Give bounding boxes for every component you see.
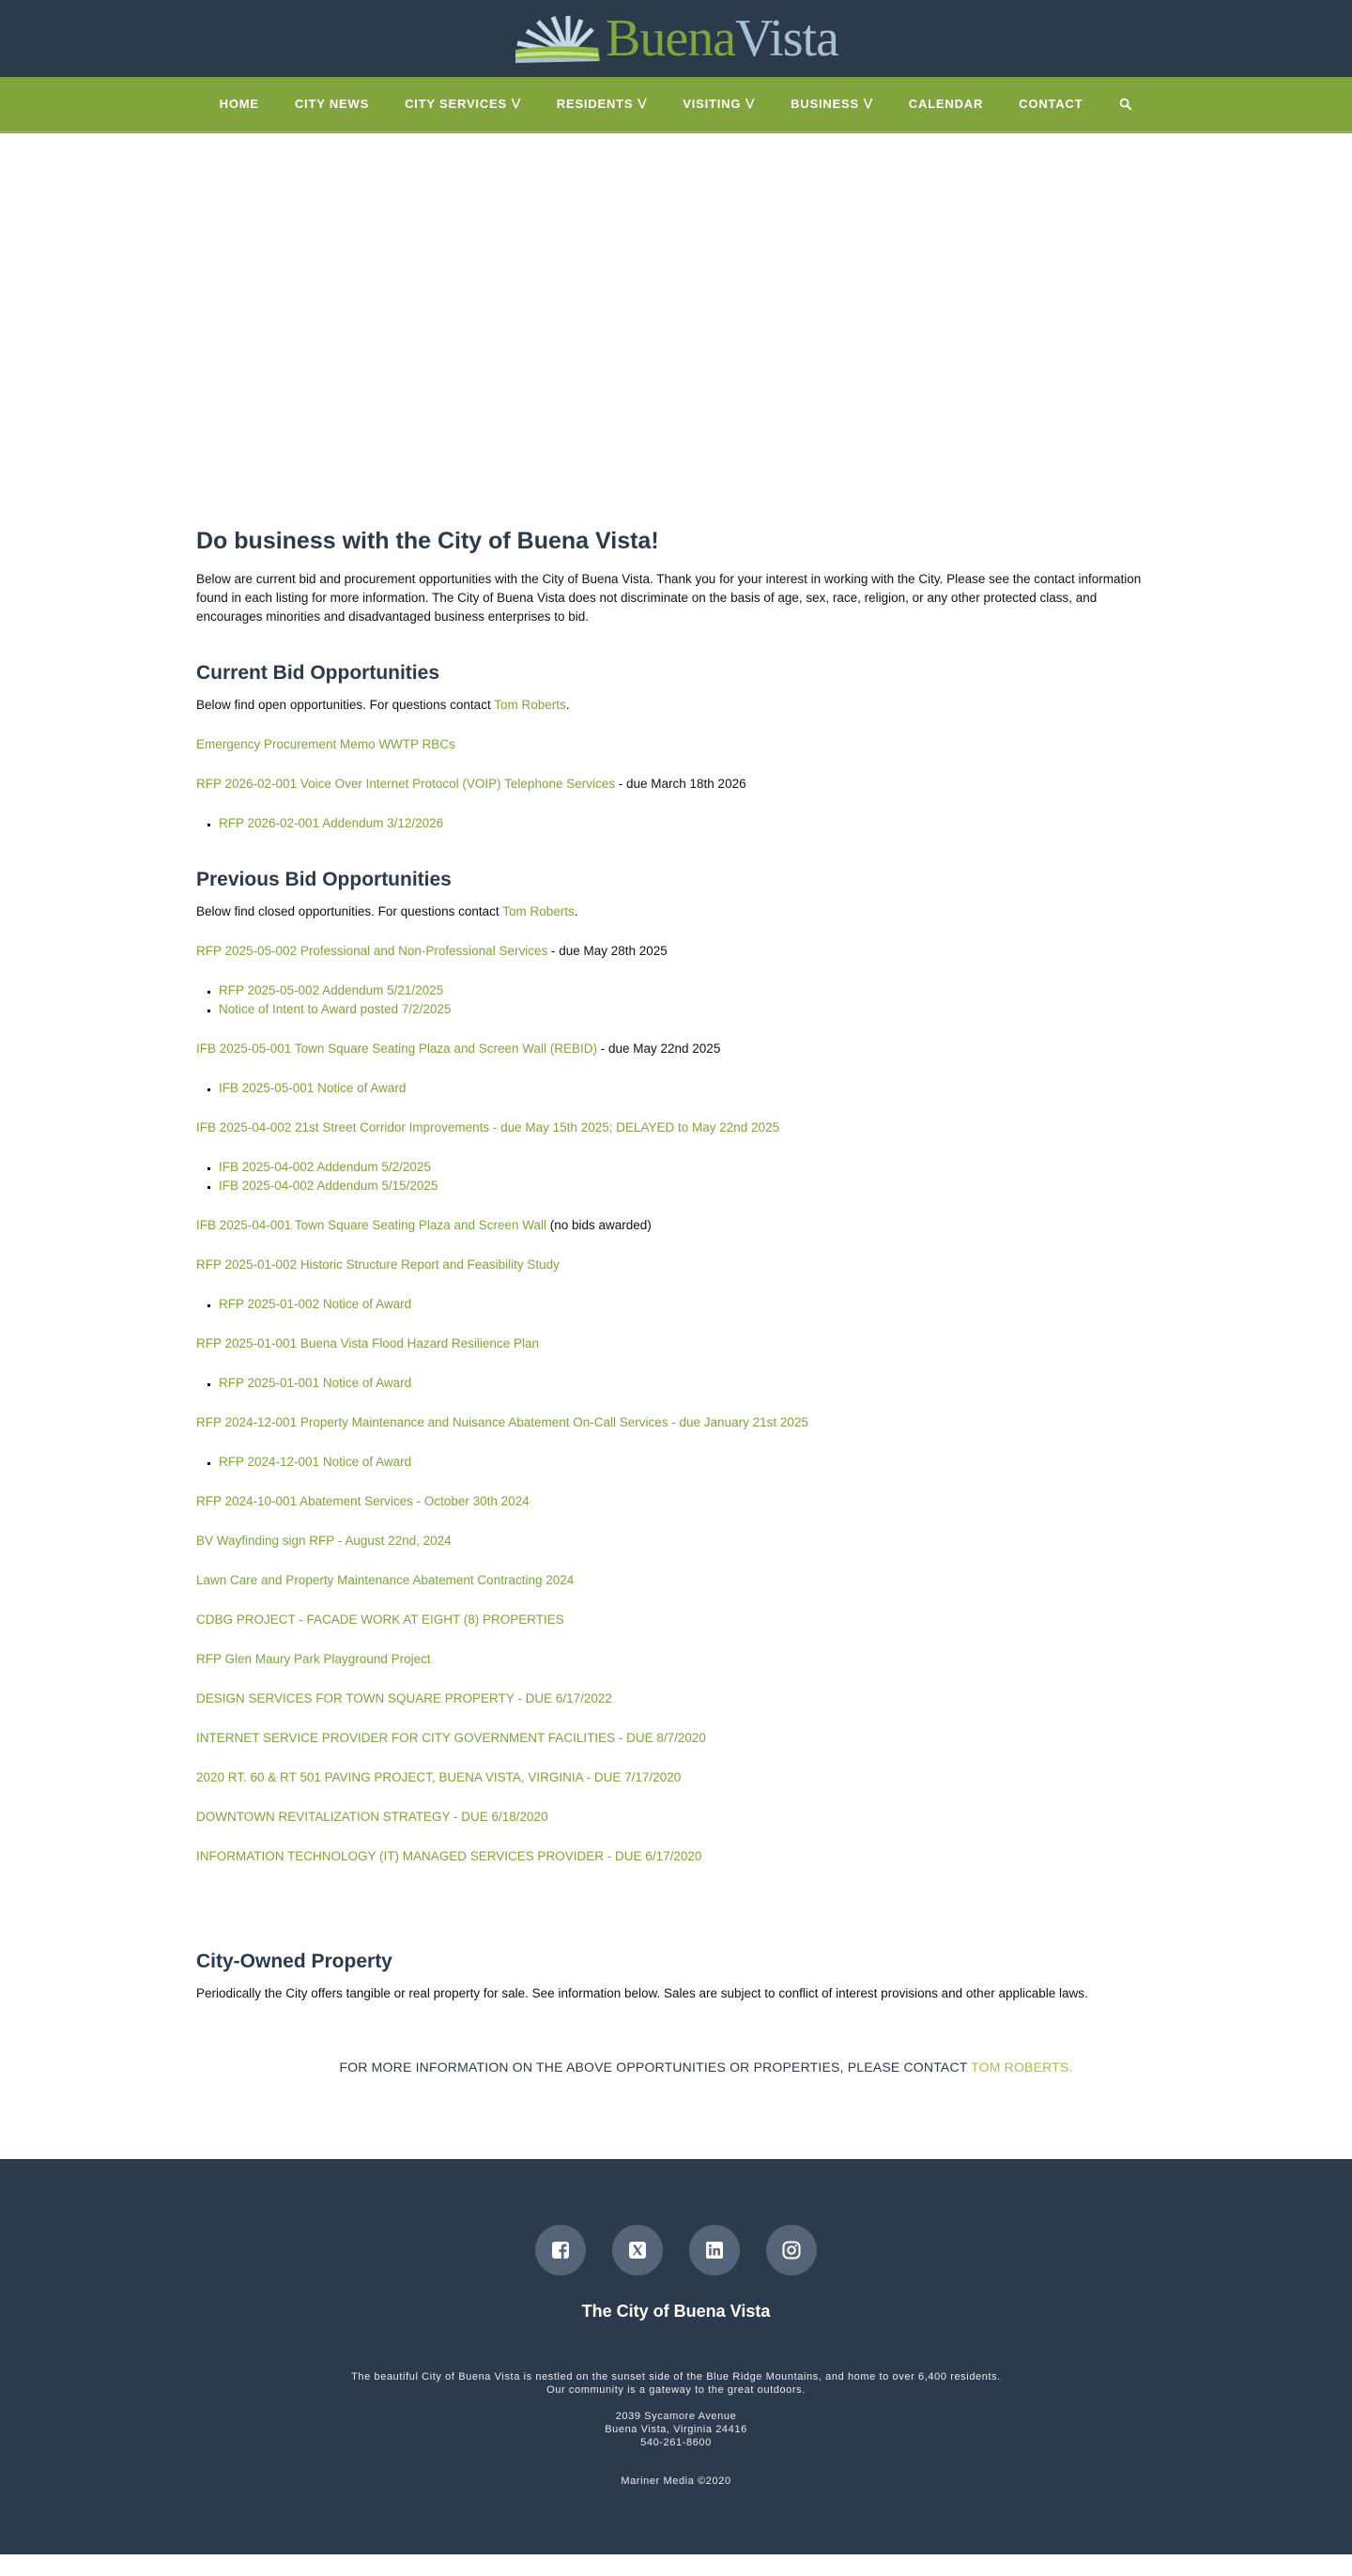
attachment-item: [219, 1295, 1160, 1314]
property-text: Periodically the City offers tangible or real property for sale. See information below. Sales are subject to conflict of interest provisions and other applicable laws.: [196, 1986, 1088, 2000]
site-footer: [0, 2159, 1352, 2554]
bid-item: [196, 1689, 1160, 1708]
bid-attachments: [196, 1295, 1160, 1314]
bid-link[interactable]: RFP 2025-01-001 Buena Vista Flood Hazard Resilience Plan: [196, 1336, 539, 1350]
attachment-item: [219, 1177, 1160, 1195]
chevron-down-icon: ⋁: [745, 98, 756, 109]
search-button[interactable]: [1100, 98, 1150, 110]
bid-link[interactable]: BV Wayfinding sign RFP - August 22nd, 2024: [196, 1534, 452, 1548]
nav-home[interactable]: HOME: [219, 97, 259, 111]
attachment-link[interactable]: RFP 2025-05-002 Addendum 5/21/2025: [219, 983, 444, 997]
attachment-item: [219, 1158, 1160, 1177]
bid-link[interactable]: CDBG PROJECT - FACADE WORK AT EIGHT (8) PROPERTIES: [196, 1612, 564, 1627]
footer-address: 2039 Sycamore Avenue Buena Vista, Virginia 24416 540-261-8600: [0, 2410, 1352, 2449]
instagram-button[interactable]: [766, 2225, 817, 2275]
bid-link[interactable]: RFP 2025-05-002 Professional and Non-Professional Services: [196, 944, 548, 958]
bid-link[interactable]: DOWNTOWN REVITALIZATION STRATEGY - DUE 6/18/2020: [196, 1810, 548, 1824]
contact-tom-roberts-link[interactable]: Tom Roberts: [502, 904, 575, 918]
attachment-link[interactable]: RFP 2025-01-002 Notice of Award: [219, 1297, 412, 1311]
attachment-link[interactable]: IFB 2025-05-001 Notice of Award: [219, 1081, 407, 1095]
bid-link[interactable]: RFP 2026-02-001 Voice Over Internet Protocol (VOIP) Telephone Services: [196, 777, 615, 791]
footer-title: The City of Buena Vista: [581, 2302, 771, 2321]
bid-item: [196, 1413, 1160, 1432]
bid-item: RFP 2026-02-001 Voice Over Internet Protocol (VOIP) Telephone Services - due March 18th 2026: [196, 777, 746, 791]
footer-phone: 540-261-8600: [640, 2437, 712, 2448]
attachment-item: [219, 1079, 1160, 1098]
main-content: [192, 528, 1160, 2075]
bid-attachments: [196, 814, 1160, 833]
bid-link[interactable]: RFP 2024-10-001 Abatement Services - October 30th 2024: [196, 1494, 530, 1508]
nav-visiting[interactable]: VISITING ⋁: [683, 97, 756, 111]
linkedin-button[interactable]: [689, 2225, 740, 2275]
bid-link[interactable]: Lawn Care and Property Maintenance Abatement Contracting 2024: [196, 1573, 575, 1587]
attachment-link[interactable]: RFP 2025-01-001 Notice of Award: [219, 1376, 412, 1390]
bid-item: [196, 1532, 1160, 1550]
bid-item: [196, 1650, 1160, 1669]
contact-cta-link[interactable]: TOM ROBERTS.: [971, 2059, 1073, 2075]
bid-item: IFB 2025-04-001 Town Square Seating Plaza and Screen Wall (no bids awarded): [196, 1218, 652, 1232]
bid-item: RFP 2025-05-002 Professional and Non-Professional Services - due May 28th 2025: [196, 944, 668, 958]
bid-link[interactable]: IFB 2025-05-001 Town Square Seating Plaza and Screen Wall (REBID): [196, 1041, 597, 1056]
site-header: [0, 0, 1352, 77]
bid-item: [196, 1571, 1160, 1590]
bid-item: [196, 1118, 1160, 1137]
intro-paragraph: Below are current bid and procurement opportunities with the City of Buena Vista. Thank you for your interest in working with the City. Please see the contact information found in each listing for more information. The City of Buena Vista does not discriminate on the basis of age, sex, race, religion, or any other protected class, and encourages minorities and disadvantaged business enterprises to bid.: [196, 572, 1142, 624]
attachment-link[interactable]: RFP 2024-12-001 Notice of Award: [219, 1455, 412, 1469]
nav-residents[interactable]: RESIDENTS ⋁: [556, 97, 648, 111]
bid-item: IFB 2025-05-001 Town Square Seating Plaza and Screen Wall (REBID) - due May 22nd 2025: [196, 1041, 721, 1056]
nav-contact[interactable]: CONTACT: [1019, 97, 1083, 111]
facebook-icon: [551, 2241, 570, 2260]
footer-description: The beautiful City of Buena Vista is nestled on the sunset side of the Blue Ridge Mountains, and home to over 6,400 residents. Our community is a gateway to the great outdoors.: [351, 2371, 1001, 2396]
attachment-item: [219, 1000, 1160, 1019]
site-logo[interactable]: [514, 6, 838, 71]
search-icon: [1119, 98, 1131, 110]
bid-item: [196, 1256, 1160, 1274]
bid-link[interactable]: RFP Glen Maury Park Playground Project: [196, 1652, 431, 1666]
logo-sunrise-icon: [514, 12, 604, 65]
bid-attachments: [196, 1158, 1160, 1195]
city-owned-property-section: [196, 1951, 1160, 2003]
bid-attachments: [196, 1374, 1160, 1393]
bid-item: [196, 1334, 1160, 1353]
x-twitter-icon: [628, 2241, 647, 2260]
chevron-down-icon: ⋁: [511, 98, 521, 109]
logo-wordmark: BuenaVista: [606, 9, 838, 68]
previous-bids-section: [196, 869, 1160, 1866]
bid-item: [196, 1847, 1160, 1866]
page-title: Do business with the City of Buena Vista!: [196, 528, 659, 554]
bid-link[interactable]: INFORMATION TECHNOLOGY (IT) MANAGED SERVICES PROVIDER - DUE 6/17/2020: [196, 1849, 702, 1863]
contact-tom-roberts-link[interactable]: Tom Roberts: [494, 698, 566, 712]
main-nav: [0, 77, 1352, 133]
bid-attachments: [196, 981, 1160, 1019]
attachment-item: [219, 1374, 1160, 1393]
bid-item: [196, 1768, 1160, 1787]
contact-cta: FOR MORE INFORMATION ON THE ABOVE OPPORTUNITIES OR PROPERTIES, PLEASE CONTACT TOM ROBERTS.: [339, 2059, 1073, 2075]
bid-item: [196, 1492, 1160, 1511]
bid-attachments: [196, 1453, 1160, 1472]
bid-item: [196, 1729, 1160, 1748]
nav-business[interactable]: BUSINESS ⋁: [791, 97, 873, 111]
linkedin-icon: [705, 2241, 724, 2260]
current-bids-lead: Below find open opportunities. For questions contact Tom Roberts.: [196, 698, 570, 712]
bid-attachments: [196, 1079, 1160, 1098]
property-heading: City-Owned Property: [196, 1951, 392, 1972]
previous-bids-lead: Below find closed opportunities. For questions contact Tom Roberts.: [196, 904, 578, 918]
current-bids-heading: Current Bid Opportunities: [196, 662, 439, 684]
footer-copyright: Mariner Media ©2020: [621, 2476, 731, 2487]
bid-link[interactable]: RFP 2024-12-001 Property Maintenance and Nuisance Abatement On-Call Services - due January 21st 2025: [196, 1415, 808, 1429]
attachment-link[interactable]: IFB 2025-04-002 Addendum 5/15/2025: [219, 1179, 438, 1193]
attachment-item: [219, 814, 1160, 833]
facebook-button[interactable]: [535, 2225, 586, 2275]
hero-blank-area: [0, 133, 1352, 528]
bid-link[interactable]: IFB 2025-04-001 Town Square Seating Plaza and Screen Wall: [196, 1218, 546, 1232]
nav-calendar[interactable]: CALENDAR: [908, 97, 984, 111]
x-twitter-button[interactable]: [612, 2225, 663, 2275]
current-bids-section: [196, 662, 1160, 833]
bid-item: [196, 735, 1160, 754]
previous-bids-heading: Previous Bid Opportunities: [196, 869, 452, 890]
bid-item: [196, 1611, 1160, 1629]
bid-link[interactable]: 2020 RT. 60 & RT 501 PAVING PROJECT, BUENA VISTA, VIRGINIA - DUE 7/17/2020: [196, 1770, 682, 1784]
instagram-icon: [782, 2241, 801, 2260]
chevron-down-icon: ⋁: [638, 98, 648, 109]
bid-item: [196, 1808, 1160, 1827]
nav-city-news[interactable]: CITY NEWS: [294, 97, 370, 111]
bid-link[interactable]: INTERNET SERVICE PROVIDER FOR CITY GOVERNMENT FACILITIES - DUE 8/7/2020: [196, 1731, 706, 1745]
bid-link[interactable]: RFP 2025-01-002 Historic Structure Report and Feasibility Study: [196, 1257, 560, 1272]
attachment-link[interactable]: Notice of Intent to Award posted 7/2/2025: [219, 1002, 452, 1016]
social-links: [0, 2225, 1352, 2275]
attachment-item: [219, 981, 1160, 1000]
attachment-item: [219, 1453, 1160, 1472]
attachment-link[interactable]: IFB 2025-04-002 Addendum 5/2/2025: [219, 1160, 431, 1174]
attachment-link[interactable]: RFP 2026-02-001 Addendum 3/12/2026: [219, 816, 444, 830]
bid-link[interactable]: Emergency Procurement Memo WWTP RBCs: [196, 737, 455, 751]
bid-link[interactable]: IFB 2025-04-002 21st Street Corridor Improvements - due May 15th 2025; DELAYED to May 22nd 2025: [196, 1120, 780, 1134]
bid-link[interactable]: DESIGN SERVICES FOR TOWN SQUARE PROPERTY - DUE 6/17/2022: [196, 1691, 612, 1705]
nav-city-services[interactable]: CITY SERVICES ⋁: [405, 97, 521, 111]
chevron-down-icon: ⋁: [863, 98, 873, 109]
